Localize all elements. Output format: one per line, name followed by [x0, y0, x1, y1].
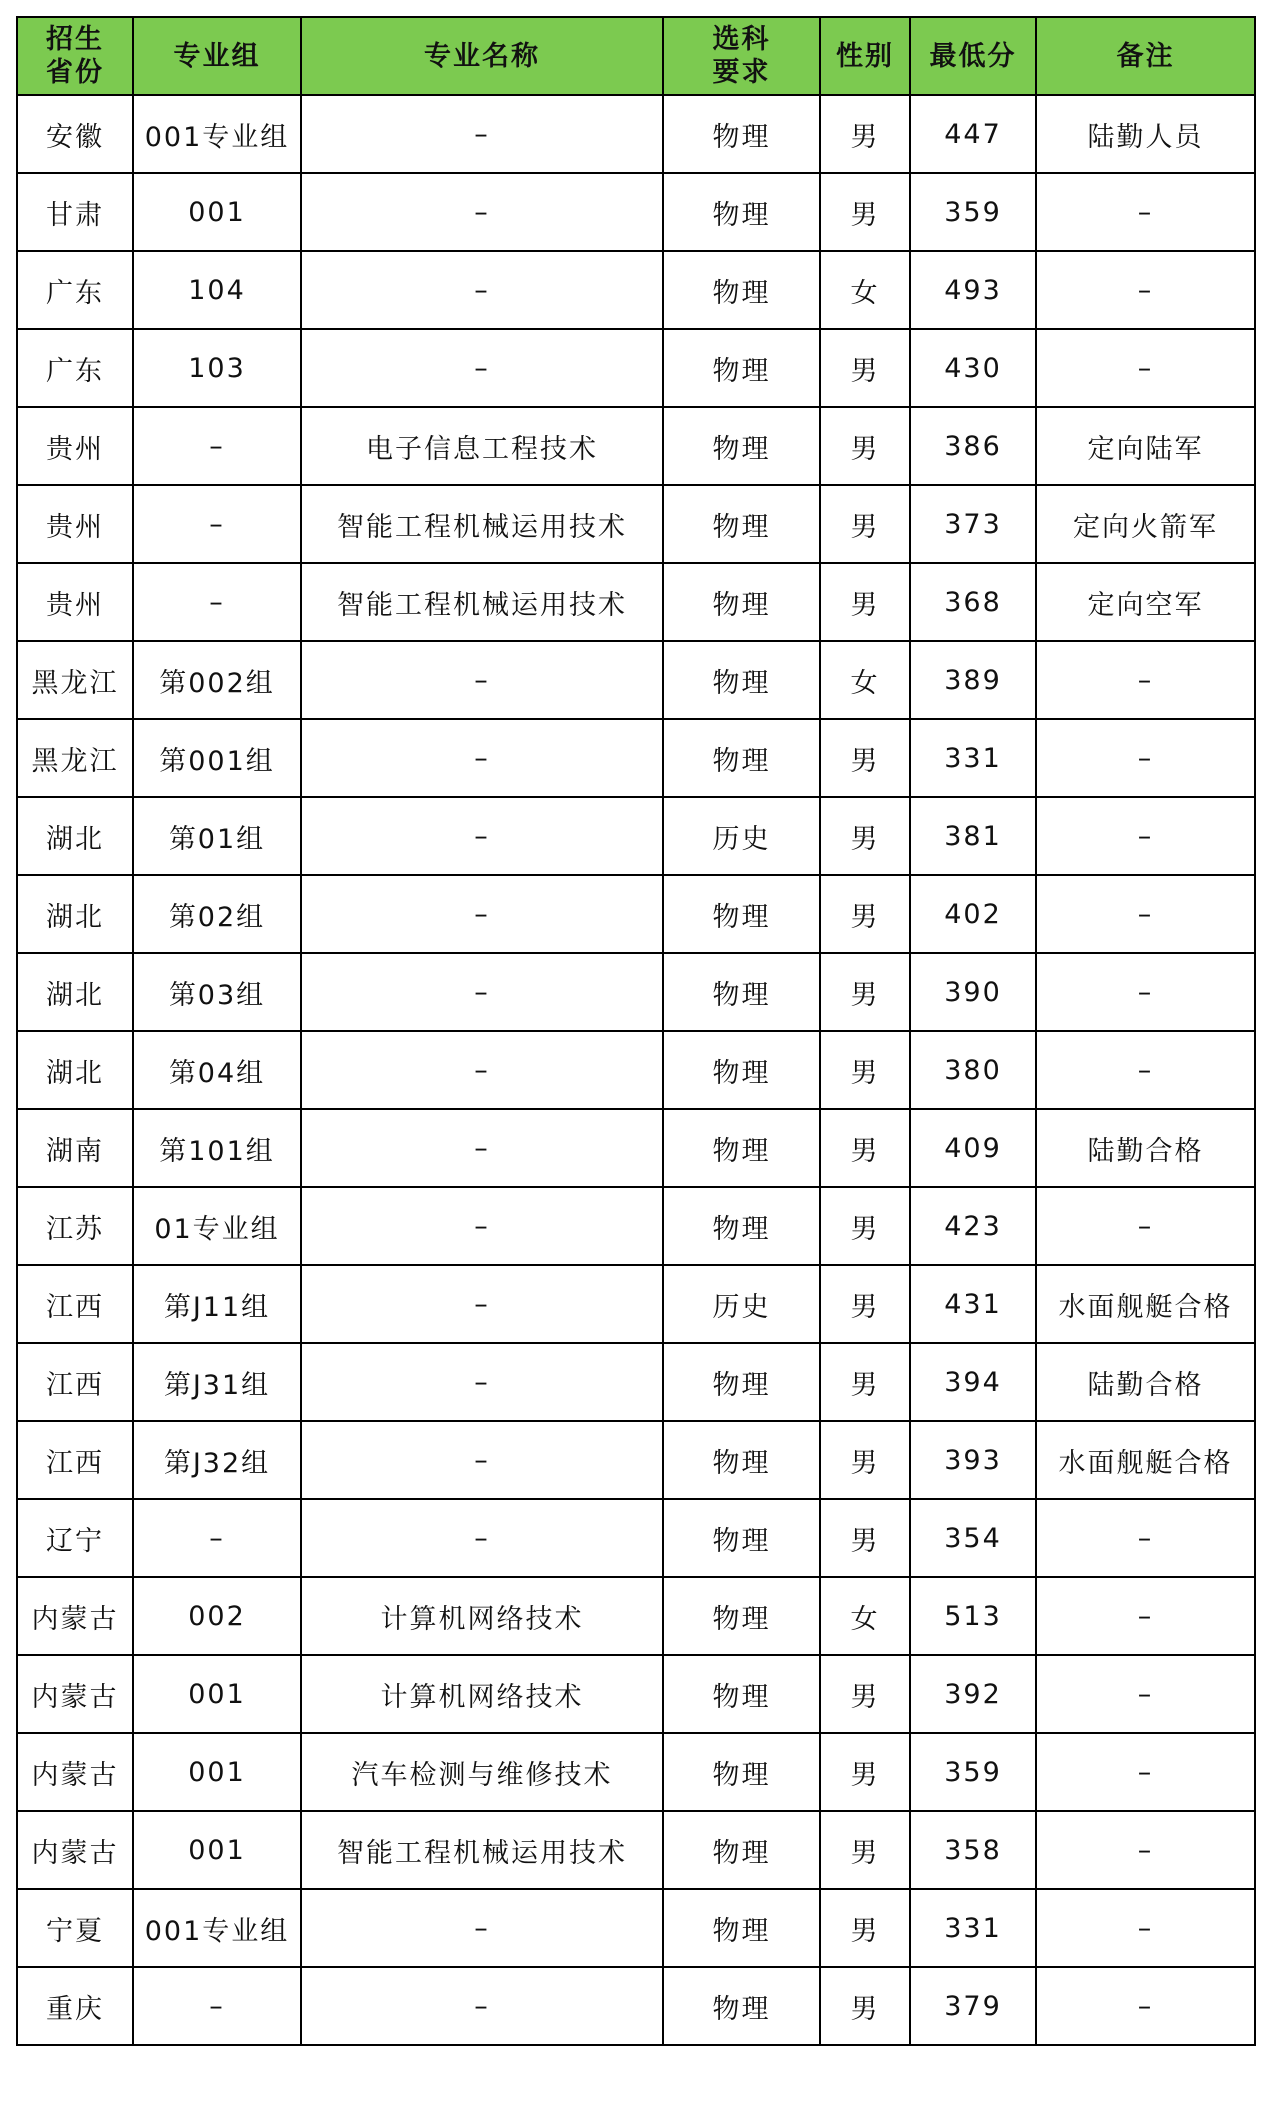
table-row	[17, 251, 1255, 329]
cell-province: 贵州	[17, 485, 133, 563]
cell-subject: 物理	[663, 1811, 820, 1889]
cell-gender: 男	[820, 1265, 910, 1343]
cell-min-score: 447	[910, 95, 1036, 173]
cell-min-score: 390	[910, 953, 1036, 1031]
cell-note: –	[1036, 641, 1255, 719]
cell-gender: 男	[820, 953, 910, 1031]
cell-note: 定向火箭军	[1036, 485, 1255, 563]
cell-major: –	[301, 797, 663, 875]
cell-major: –	[301, 329, 663, 407]
cell-group: 001专业组	[133, 95, 301, 173]
cell-gender: 男	[820, 1343, 910, 1421]
table-row	[17, 953, 1255, 1031]
cell-group: –	[133, 563, 301, 641]
cell-min-score: 358	[910, 1811, 1036, 1889]
cell-major: –	[301, 1967, 663, 2045]
cell-note: –	[1036, 251, 1255, 329]
cell-province: 宁夏	[17, 1889, 133, 1967]
cell-gender: 男	[820, 1811, 910, 1889]
cell-note: –	[1036, 1655, 1255, 1733]
cell-major: –	[301, 95, 663, 173]
cell-gender: 男	[820, 1499, 910, 1577]
cell-gender: 男	[820, 719, 910, 797]
cell-subject: 物理	[663, 485, 820, 563]
cell-subject: 物理	[663, 173, 820, 251]
cell-min-score: 430	[910, 329, 1036, 407]
cell-major: 计算机网络技术	[301, 1655, 663, 1733]
cell-subject: 物理	[663, 407, 820, 485]
cell-min-score: 493	[910, 251, 1036, 329]
cell-province: 黑龙江	[17, 641, 133, 719]
cell-province: 江西	[17, 1343, 133, 1421]
cell-major: –	[301, 1031, 663, 1109]
cell-province: 安徽	[17, 95, 133, 173]
cell-group: –	[133, 1499, 301, 1577]
cell-province: 广东	[17, 251, 133, 329]
table-row	[17, 1421, 1255, 1499]
cell-subject: 物理	[663, 1109, 820, 1187]
header-gender: 性别	[820, 17, 910, 95]
cell-group: 第002组	[133, 641, 301, 719]
cell-note: –	[1036, 1733, 1255, 1811]
cell-subject: 物理	[663, 1967, 820, 2045]
cell-subject: 物理	[663, 1577, 820, 1655]
cell-subject: 物理	[663, 251, 820, 329]
cell-note: –	[1036, 953, 1255, 1031]
cell-subject: 物理	[663, 641, 820, 719]
cell-province: 辽宁	[17, 1499, 133, 1577]
cell-subject: 物理	[663, 1187, 820, 1265]
table-row	[17, 485, 1255, 563]
cell-group: 第02组	[133, 875, 301, 953]
cell-note: –	[1036, 1967, 1255, 2045]
cell-note: –	[1036, 1187, 1255, 1265]
cell-min-score: 331	[910, 1889, 1036, 1967]
cell-gender: 男	[820, 1655, 910, 1733]
cell-major: –	[301, 1109, 663, 1187]
cell-note: 陆勤合格	[1036, 1343, 1255, 1421]
cell-province: 湖南	[17, 1109, 133, 1187]
cell-note: –	[1036, 797, 1255, 875]
cell-group: 002	[133, 1577, 301, 1655]
cell-province: 湖北	[17, 797, 133, 875]
cell-province: 内蒙古	[17, 1577, 133, 1655]
cell-subject: 历史	[663, 1265, 820, 1343]
cell-gender: 男	[820, 1109, 910, 1187]
cell-group: 第J11组	[133, 1265, 301, 1343]
cell-major: 智能工程机械运用技术	[301, 485, 663, 563]
header-major: 专业名称	[301, 17, 663, 95]
cell-gender: 男	[820, 95, 910, 173]
table-row	[17, 95, 1255, 173]
cell-gender: 女	[820, 1577, 910, 1655]
cell-major: –	[301, 1265, 663, 1343]
cell-major: –	[301, 1499, 663, 1577]
cell-note: –	[1036, 1499, 1255, 1577]
cell-group: 001	[133, 1733, 301, 1811]
table-row	[17, 407, 1255, 485]
table-row	[17, 1811, 1255, 1889]
cell-group: 104	[133, 251, 301, 329]
cell-min-score: 368	[910, 563, 1036, 641]
cell-min-score: 359	[910, 173, 1036, 251]
header-group: 专业组	[133, 17, 301, 95]
cell-group: 001	[133, 1811, 301, 1889]
cell-min-score: 359	[910, 1733, 1036, 1811]
cell-min-score: 402	[910, 875, 1036, 953]
cell-province: 内蒙古	[17, 1733, 133, 1811]
cell-min-score: 379	[910, 1967, 1036, 2045]
cell-province: 广东	[17, 329, 133, 407]
cell-note: –	[1036, 329, 1255, 407]
cell-subject: 物理	[663, 1421, 820, 1499]
cell-subject: 物理	[663, 1031, 820, 1109]
header-subject: 选科要求	[663, 17, 820, 95]
cell-group: 001	[133, 1655, 301, 1733]
cell-note: –	[1036, 1811, 1255, 1889]
table-row	[17, 1889, 1255, 1967]
cell-group: 001	[133, 173, 301, 251]
cell-major: –	[301, 1421, 663, 1499]
cell-min-score: 394	[910, 1343, 1036, 1421]
cell-province: 贵州	[17, 563, 133, 641]
header-min-score: 最低分	[910, 17, 1036, 95]
table-row	[17, 1343, 1255, 1421]
cell-min-score: 354	[910, 1499, 1036, 1577]
cell-major: –	[301, 875, 663, 953]
cell-note: –	[1036, 875, 1255, 953]
cell-province: 贵州	[17, 407, 133, 485]
cell-province: 湖北	[17, 953, 133, 1031]
cell-min-score: 373	[910, 485, 1036, 563]
cell-min-score: 423	[910, 1187, 1036, 1265]
cell-province: 江西	[17, 1265, 133, 1343]
cell-major: –	[301, 641, 663, 719]
table-row	[17, 1031, 1255, 1109]
cell-gender: 男	[820, 1889, 910, 1967]
cell-major: 计算机网络技术	[301, 1577, 663, 1655]
header-province: 招生省份	[17, 17, 133, 95]
cell-subject: 物理	[663, 1343, 820, 1421]
table-row	[17, 719, 1255, 797]
cell-subject: 物理	[663, 953, 820, 1031]
cell-gender: 男	[820, 1967, 910, 2045]
cell-province: 江西	[17, 1421, 133, 1499]
cell-group: 第04组	[133, 1031, 301, 1109]
cell-group: 第001组	[133, 719, 301, 797]
cell-group: 第J31组	[133, 1343, 301, 1421]
cell-major: 电子信息工程技术	[301, 407, 663, 485]
cell-province: 甘肃	[17, 173, 133, 251]
cell-province: 内蒙古	[17, 1811, 133, 1889]
cell-major: –	[301, 173, 663, 251]
cell-gender: 男	[820, 1733, 910, 1811]
cell-gender: 女	[820, 251, 910, 329]
cell-gender: 女	[820, 641, 910, 719]
cell-note: –	[1036, 1889, 1255, 1967]
cell-group: 第01组	[133, 797, 301, 875]
cell-note: 陆勤合格	[1036, 1109, 1255, 1187]
cell-gender: 男	[820, 797, 910, 875]
cell-gender: 男	[820, 173, 910, 251]
cell-province: 内蒙古	[17, 1655, 133, 1733]
cell-note: 水面舰艇合格	[1036, 1265, 1255, 1343]
table-row	[17, 797, 1255, 875]
cell-subject: 物理	[663, 719, 820, 797]
cell-note: –	[1036, 1031, 1255, 1109]
cell-note: –	[1036, 1577, 1255, 1655]
cell-province: 重庆	[17, 1967, 133, 2045]
cell-note: –	[1036, 173, 1255, 251]
cell-subject: 物理	[663, 95, 820, 173]
table-row	[17, 1499, 1255, 1577]
cell-province: 黑龙江	[17, 719, 133, 797]
cell-major: 智能工程机械运用技术	[301, 563, 663, 641]
cell-group: –	[133, 485, 301, 563]
table-row	[17, 563, 1255, 641]
cell-province: 江苏	[17, 1187, 133, 1265]
cell-group: 第03组	[133, 953, 301, 1031]
cell-subject: 历史	[663, 797, 820, 875]
cell-subject: 物理	[663, 563, 820, 641]
cell-group: 103	[133, 329, 301, 407]
table-row	[17, 1733, 1255, 1811]
table-row	[17, 1265, 1255, 1343]
table-header	[17, 17, 1255, 95]
cell-min-score: 393	[910, 1421, 1036, 1499]
table-row	[17, 1577, 1255, 1655]
cell-min-score: 409	[910, 1109, 1036, 1187]
cell-major: –	[301, 1187, 663, 1265]
cell-group: 01专业组	[133, 1187, 301, 1265]
cell-note: 定向陆军	[1036, 407, 1255, 485]
cell-major: 汽车检测与维修技术	[301, 1733, 663, 1811]
cell-major: –	[301, 1889, 663, 1967]
cell-min-score: 389	[910, 641, 1036, 719]
table-body	[17, 95, 1255, 2045]
header-note: 备注	[1036, 17, 1255, 95]
cell-group: –	[133, 1967, 301, 2045]
cell-subject: 物理	[663, 875, 820, 953]
cell-province: 湖北	[17, 1031, 133, 1109]
table-row	[17, 1655, 1255, 1733]
cell-group: 第J32组	[133, 1421, 301, 1499]
cell-gender: 男	[820, 485, 910, 563]
cell-note: 定向空军	[1036, 563, 1255, 641]
cell-subject: 物理	[663, 1499, 820, 1577]
admission-score-table	[16, 16, 1256, 2046]
table-row	[17, 1187, 1255, 1265]
cell-note: 水面舰艇合格	[1036, 1421, 1255, 1499]
cell-gender: 男	[820, 407, 910, 485]
cell-note: 陆勤人员	[1036, 95, 1255, 173]
table-row	[17, 173, 1255, 251]
cell-major: –	[301, 1343, 663, 1421]
cell-subject: 物理	[663, 1733, 820, 1811]
cell-min-score: 431	[910, 1265, 1036, 1343]
cell-group: 001专业组	[133, 1889, 301, 1967]
cell-subject: 物理	[663, 1889, 820, 1967]
cell-min-score: 513	[910, 1577, 1036, 1655]
cell-gender: 男	[820, 1187, 910, 1265]
cell-min-score: 380	[910, 1031, 1036, 1109]
cell-gender: 男	[820, 875, 910, 953]
cell-subject: 物理	[663, 329, 820, 407]
header-row	[17, 17, 1255, 95]
cell-major: 智能工程机械运用技术	[301, 1811, 663, 1889]
cell-province: 湖北	[17, 875, 133, 953]
cell-min-score: 386	[910, 407, 1036, 485]
cell-group: 第101组	[133, 1109, 301, 1187]
cell-min-score: 331	[910, 719, 1036, 797]
cell-min-score: 392	[910, 1655, 1036, 1733]
table-row	[17, 1109, 1255, 1187]
cell-major: –	[301, 251, 663, 329]
cell-min-score: 381	[910, 797, 1036, 875]
cell-gender: 男	[820, 329, 910, 407]
table-row	[17, 641, 1255, 719]
cell-major: –	[301, 953, 663, 1031]
table-row	[17, 329, 1255, 407]
cell-group: –	[133, 407, 301, 485]
admission-table-container	[16, 16, 1254, 2046]
cell-subject: 物理	[663, 1655, 820, 1733]
table-row	[17, 875, 1255, 953]
cell-gender: 男	[820, 563, 910, 641]
cell-gender: 男	[820, 1421, 910, 1499]
cell-gender: 男	[820, 1031, 910, 1109]
cell-major: –	[301, 719, 663, 797]
table-row	[17, 1967, 1255, 2045]
cell-note: –	[1036, 719, 1255, 797]
